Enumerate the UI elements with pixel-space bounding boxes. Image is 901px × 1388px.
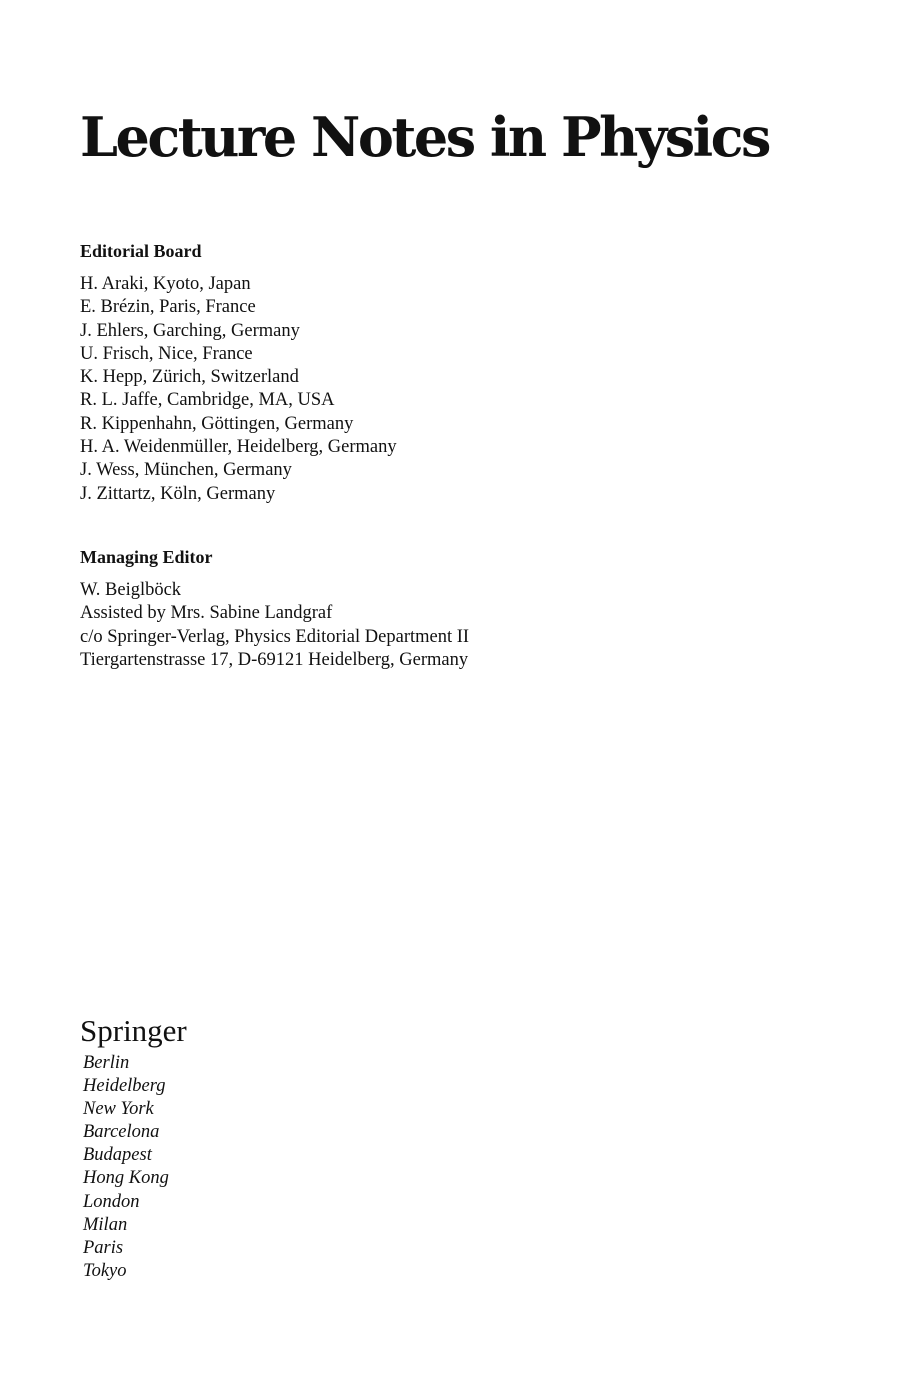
publisher-city: Berlin — [83, 1053, 130, 1073]
editorial-board-heading: Editorial Board — [80, 241, 202, 261]
publisher-city-list — [83, 1052, 169, 1283]
editorial-board-member: J. Zittartz, Köln, Germany — [80, 483, 276, 504]
managing-editor-address: Tiergartenstrasse 17, D-69121 Heidelberg, Germany — [80, 649, 469, 670]
managing-editor-name: W. Beiglböck — [80, 580, 182, 600]
editorial-board-member: E. Brézin, Paris, France — [80, 297, 256, 318]
publisher-city: London — [83, 1191, 140, 1212]
publisher-city: New York — [83, 1099, 154, 1120]
publisher-city: Heidelberg — [83, 1076, 166, 1097]
managing-editor-assistant: Assisted by Mrs. Sabine Landgraf — [80, 603, 333, 624]
editorial-board-member: H. Araki, Kyoto, Japan — [80, 274, 251, 294]
publisher-city: Paris — [83, 1237, 124, 1258]
managing-editor-heading: Managing Editor — [80, 547, 213, 567]
editorial-board-member: J. Ehlers, Garching, Germany — [80, 320, 300, 341]
page-title: Lecture Notes in Physics — [80, 105, 769, 169]
publisher-city: Barcelona — [83, 1122, 160, 1143]
editorial-board-member: H. A. Weidenmüller, Heidelberg, Germany — [80, 437, 397, 458]
managing-editor-department: c/o Springer-Verlag, Physics Editorial Department II — [80, 626, 470, 647]
editorial-board-member: J. Wess, München, Germany — [80, 460, 292, 481]
editorial-board-member: U. Frisch, Nice, France — [80, 343, 253, 364]
editorial-board-member: R. Kippenhahn, Göttingen, Germany — [80, 413, 354, 434]
publisher-city: Tokyo — [83, 1260, 127, 1281]
managing-editor-block — [80, 579, 469, 672]
publisher-city: Hong Kong — [83, 1168, 169, 1189]
publisher-city: Budapest — [83, 1145, 152, 1166]
editorial-board-list — [80, 273, 397, 506]
publisher-city: Milan — [83, 1214, 128, 1235]
editorial-board-member: R. L. Jaffe, Cambridge, MA, USA — [80, 390, 335, 411]
publisher-name: Springer — [80, 1013, 187, 1048]
editorial-board-member: K. Hepp, Zürich, Switzerland — [80, 367, 299, 388]
